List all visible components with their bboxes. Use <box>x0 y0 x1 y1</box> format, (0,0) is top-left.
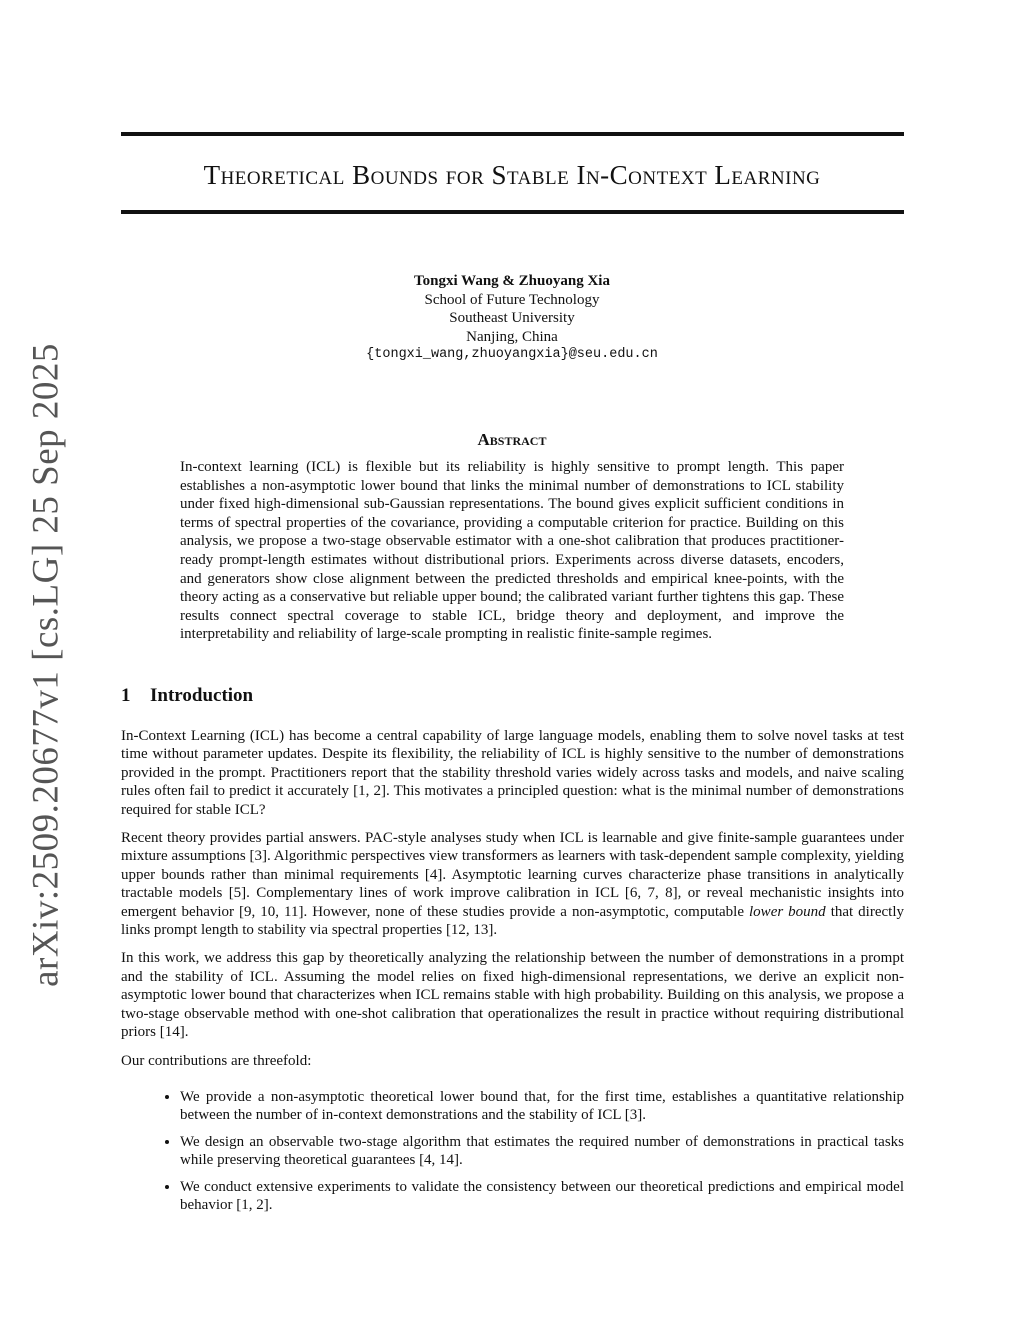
arxiv-watermark: arXiv:2509.20677v1 [cs.LG] 25 Sep 2025 <box>25 343 67 987</box>
affiliation-university: Southeast University <box>449 310 575 326</box>
title-rule-top <box>121 132 904 136</box>
affiliation-location: Nanjing, China <box>466 328 558 345</box>
list-item: • We design an observable two-stage algorithm that estimates the required number of demonstrations in practical tasks while preserving theoretical guarantees [4, 14]. <box>180 1133 904 1170</box>
section-heading <box>121 685 253 707</box>
author-email: {tongxi_wang,zhuoyangxia}@seu.edu.cn <box>366 347 658 362</box>
paragraph-2: Recent theory provides partial answers. PAC-style analyses study when ICL is learnable and give finite-sample guarantees under mixture assumptions [3]. Algorithmic perspectives view transformers as learners with task-dependent sample complexity, yielding upper bounds rather than minimal requirements [4]. Asymptotic learning curves characterize phase transitions in analytically tractable models [5]. Complementary lines of work improve calibration in ICL [6, 7, 8], or reveal mechanistic insights into emergent behavior [9, 10, 11]. However, none of these studies provide a non-asymptotic, computable lower bound that directly links prompt length to stability via spectral properties [12, 13]. <box>121 830 904 939</box>
author-block <box>212 272 812 365</box>
paragraph-3: In this work, we address this gap by theoretically analyzing the relationship between the number of demonstrations in a prompt and the stability of ICL. Assuming the model relies on fixed high-dimensional representations, we derive an explicit non-asymptotic lower bound that characterizes when ICL remains stable with high probability. Building on this analysis, we propose a two-stage observable method with one-shot calibration that operationalizes the result in practice without requiring distributional priors [14]. <box>121 950 904 1041</box>
author-names: Tongxi Wang & Zhuoyang Xia <box>414 273 610 289</box>
emphasis-lower-bound: lower bound <box>749 903 826 920</box>
paper-title: Theoretical Bounds for Stable In-Context Learning <box>203 160 821 190</box>
affiliation-school: School of Future Technology <box>424 291 600 308</box>
abstract-heading: Abstract <box>477 430 547 449</box>
paragraph-1: In-Context Learning (ICL) has become a central capability of large language models, enabling them to solve novel tasks at test time without parameter updates. Despite its flexibility, the reliability of ICL is highly sensitive to the number of demonstrations provided in the prompt. Practitioners report that the stability threshold varies widely across tasks and models, and naive scaling rules often fail to predict it accurately [1, 2]. This motivates a principled question: what is the minimal number of demonstrations required for stable ICL? <box>121 728 904 818</box>
section-number: 1 <box>121 685 131 706</box>
section-body <box>121 727 904 1222</box>
title-rule-bottom <box>121 210 904 214</box>
paragraph-4: Our contributions are threefold: <box>121 1052 312 1069</box>
abstract-text: In-context learning (ICL) is flexible but its reliability is highly sensitive to prompt length. This paper establishes a non-asymptotic lower bound that links the minimal number of demonstrations to ICL stability under fixed high-dimensional sub-Gaussian representations. The bound gives explicit sufficient conditions in terms of spectral properties of the covariance, providing a computable criterion for practice. Building on this analysis, we propose a two-stage observable estimator with a one-shot calibration that produces practitioner-ready prompt-length estimates without distributional priors. Experiments across diverse datasets, encoders, and generators show close alignment between the predicted thresholds and empirical knee-points, with the theory acting as a conservative but reliable upper bound; the calibrated variant further tightens this gap. These results connect spectral coverage to stable ICL, bridge theory and deployment, and improve the interpretability and reliability of large-scale prompting in realistic finite-sample regimes. <box>180 459 844 643</box>
section-title: Introduction <box>150 685 254 706</box>
list-item: • We provide a non-asymptotic theoretical lower bound that, for the first time, establishes a quantitative relationship between the number of in-context demonstrations and the stability of ICL [3]. <box>180 1088 904 1125</box>
contributions-list <box>121 1088 904 1214</box>
list-item: • We conduct extensive experiments to validate the consistency between our theoretical predictions and empirical model behavior [1, 2]. <box>180 1178 904 1215</box>
